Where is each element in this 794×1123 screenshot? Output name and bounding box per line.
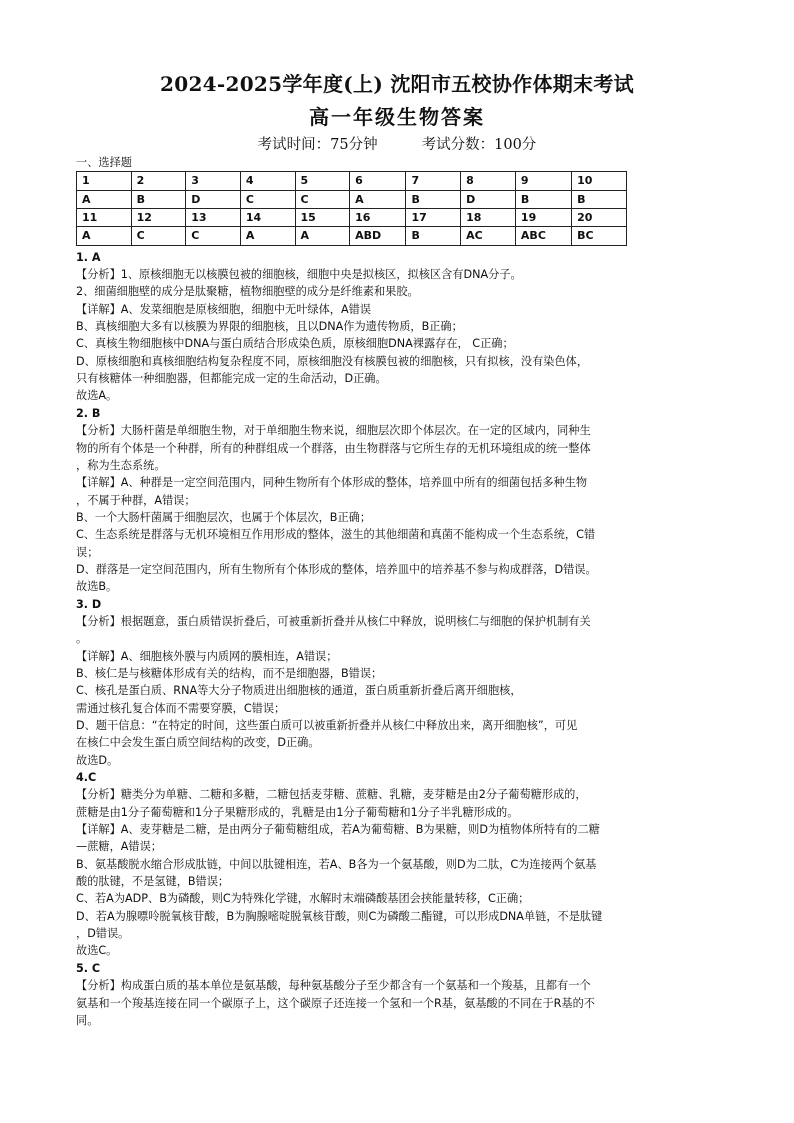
table-row [77,209,627,227]
text-line: 【详解】A、细胞核外膜与内质网的膜相连，A错误； [76,649,338,663]
text-line: D、原核细胞和真核细胞结构复杂程度不同，原核细胞没有核膜包被的细胞核，只有拟核，没有染色体， [76,354,589,368]
table-cell: C [240,190,295,208]
answer-content [76,154,724,1029]
table-cell: AC [461,227,516,245]
table-cell: 17 [406,209,461,227]
text-line: 物的所有个体是一个种群，所有的种群组成一个群落，由生物群落与它所生存的无机环境组成的统一整体 [76,441,591,455]
table-cell: 15 [295,209,350,227]
table-cell: A [350,190,406,208]
section-title: 一、选择题 [76,156,132,169]
table-cell: 4 [240,172,295,190]
text-line: D、题干信息：“在特定的时间，这些蛋白质可以被重新折叠并从核仁中释放出来，离开细胞核”，可见 [76,719,578,732]
text-line: C、若A为ADP、B为磷酸，则C为特殊化学键，水解时末端磷酸基团会挟能量转移，C正确； [76,892,530,906]
table-cell: A [77,227,132,245]
text-line: 2、细菌细胞壁的成分是肽聚糖，植物细胞壁的成分是纤维素和果胶。 [76,285,419,299]
text-line: 【详解】A、发菜细胞是原核细胞，细胞中无叶绿体，A错误 [76,302,371,316]
text-line: 【分析】根据题意，蛋白质错误折叠后，可被重新折叠并从核仁中释放，说明核仁与细胞的保护机制有关 [76,614,591,628]
text-line: ，不属于种群，A错误； [76,493,196,507]
table-cell: 6 [350,172,406,190]
text-line: 同。 [76,1013,99,1027]
question-heading: 1. A [76,250,101,264]
text-line: 在核仁中会发生蛋白质空间结构的改变，D正确。 [76,736,320,750]
table-cell: 11 [77,209,132,227]
text-line: 。 [76,632,88,646]
text-line: 【详解】A、麦芽糖是二糖，是由两分子葡萄糖组成，若A为葡萄糖、B为果糖，则D为植物体所特有的二糖 [76,823,600,837]
table-cell: C [131,227,186,245]
table-row [77,190,627,208]
text-line: B、氨基酸脱水缩合形成肽链，中间以肽键相连，若A、B各为一个氨基酸，则D为二肽，C为连接两个氨基 [76,857,597,871]
text-line: 【分析】构成蛋白质的基本单位是氨基酸，每种氨基酸分子至少都含有一个氨基和一个羧基，且都有一个 [76,979,591,993]
question-heading: 3. D [76,597,102,611]
table-cell: ABD [350,227,406,245]
table-cell: D [461,190,516,208]
exam-score: 考试分数：100分 [421,137,537,153]
table-cell: D [186,190,241,208]
text-line: C、生态系统是群落与无机环境相互作用形成的整体，滋生的其他细菌和真菌不能构成一个生态系统，C错 [76,528,596,542]
table-cell: 18 [461,209,516,227]
text-line: 只有核糖体一种细胞器，但都能完成一定的生命活动，D正确。 [76,372,387,386]
text-line: C、真核生物细胞核中DNA与蛋白质结合形成染色质，原核细胞DNA裸露存在， C正确； [76,337,514,351]
table-cell: A [77,190,132,208]
table-cell: 3 [186,172,241,190]
text-line: 【分析】大肠杆菌是单细胞生物，对于单细胞生物来说，细胞层次即个体层次。在一定的区域内，同种生 [76,424,591,438]
table-cell: 14 [240,209,295,227]
table-cell: BC [572,227,627,245]
text-line: 【详解】A、种群是一定空间范围内，同种生物所有个体形成的整体，培养皿中所有的细菌包括多种生物 [76,476,588,490]
table-cell: 19 [515,209,571,227]
text-line: 蔗糖是由1分子葡萄糖和1分子果糖形成的，乳糖是由1分子葡萄糖和1分子半乳糖形成的。 [76,805,519,819]
table-row [77,172,627,190]
table-cell: ABC [515,227,571,245]
table-cell: A [240,227,295,245]
question-heading: 4.C [76,771,97,785]
answer-table [76,171,627,245]
table-cell: 20 [572,209,627,227]
text-line: 【分析】糖类分为单糖、二糖和多糖，二糖包括麦芽糖、蔗糖、乳糖，麦芽糖是由2分子葡萄糖形成的， [76,788,587,802]
text-line: 故选A。 [76,389,118,403]
table-cell: B [406,190,461,208]
table-cell: B [131,190,186,208]
page-subtitle: 高一年级生物答案 [309,105,485,129]
exam-time: 考试时间：75分钟 [257,137,378,153]
exam-info [0,133,794,154]
table-cell: B [406,227,461,245]
text-line: 需通过核孔复合体而不需要穿膜，C错误； [76,701,286,715]
text-line: 故选C。 [76,944,118,958]
explanations [76,249,724,1029]
text-line: D、若A为腺嘌呤脱氧核苷酸，B为胸腺嘧啶脱氧核苷酸，则C为磷酸二酯键，可以形成DNA单链，不是肽键 [76,909,603,923]
table-cell: 1 [77,172,132,190]
text-line: 故选B。 [76,580,118,594]
table-cell: C [186,227,241,245]
text-line: ，称为生态系统。 [76,458,166,472]
text-line: C、核孔是蛋白质、RNA等大分子物质进出细胞核的通道，蛋白质重新折叠后离开细胞核， [76,684,522,698]
text-line: —蔗糖，A错误； [76,840,162,854]
text-line: ，D错误。 [76,927,130,941]
table-row [77,227,627,245]
table-cell: 16 [350,209,406,227]
question-heading: 2. B [76,406,101,420]
text-line: B、核仁是与核糖体形成有关的结构，而不是细胞器，B错误； [76,666,383,680]
table-cell: 13 [186,209,241,227]
table-cell: 2 [131,172,186,190]
table-cell: B [515,190,571,208]
text-line: B、真核细胞大多有以核膜为界限的细胞核，且以DNA作为遗传物质，B正确； [76,320,463,334]
text-line: B、一个大肠杆菌属于细胞层次，也属于个体层次，B正确； [76,510,372,524]
text-line: 【分析】1、原核细胞无以核膜包被的细胞核，细胞中央是拟核区，拟核区含有DNA分子。 [76,268,522,282]
text-line: 故选D。 [76,753,119,767]
table-cell: C [295,190,350,208]
text-line: 酸的肽键，不是氢键，B错误； [76,875,230,889]
text-line: D、群落是一定空间范围内，所有生物所有个体形成的整体，培养皿中的培养基不参与构成群落，D错误。 [76,562,597,576]
text-line: 误； [76,545,99,559]
table-cell: 5 [295,172,350,190]
question-heading: 5. C [76,961,101,975]
table-cell: A [295,227,350,245]
table-cell: 10 [572,172,627,190]
table-cell: 9 [515,172,571,190]
text-line: 氨基和一个羧基连接在同一个碳原子上，这个碳原子还连接一个氢和一个R基，氨基酸的不同在于R基的不 [76,996,595,1010]
page-title: 2024-2025学年度(上) 沈阳市五校协作体期末考试 [160,72,634,96]
table-cell: 8 [461,172,516,190]
table-cell: B [572,190,627,208]
table-cell: 7 [406,172,461,190]
table-cell: 12 [131,209,186,227]
